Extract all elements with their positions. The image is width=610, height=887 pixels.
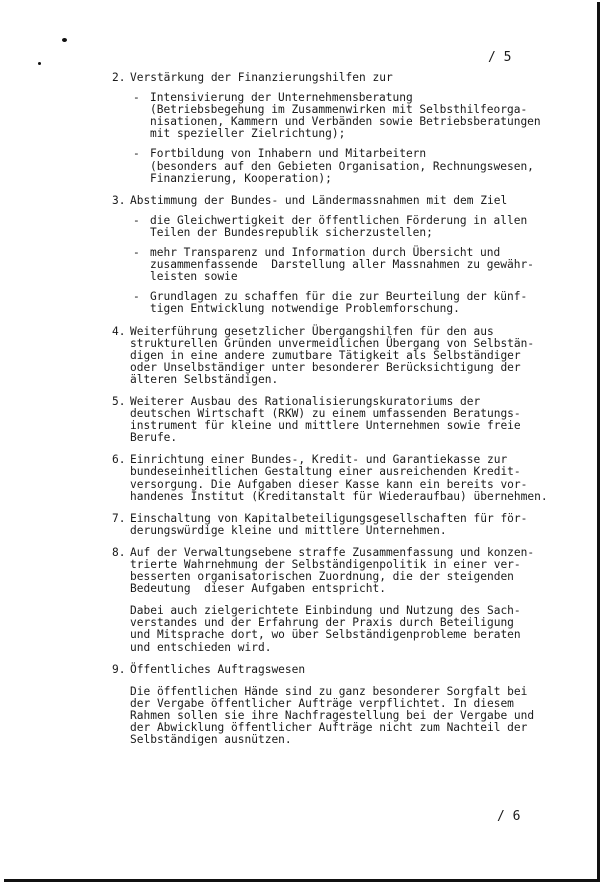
text-line: instrument für kleine und mittlere Unternehmen sowie freie [130,419,521,433]
bullet-item [130,247,572,283]
list-item [112,454,572,502]
text-line: und Mitsprache dort, wo über Selbständigenprobleme beraten [130,628,521,642]
item-text [130,72,572,84]
item-number: 5. [112,394,126,408]
dash-marker: - [133,213,140,227]
dash-marker: - [133,147,140,161]
item-number: 4. [112,324,126,338]
item-number: 8. [112,545,126,559]
item-text [130,547,572,595]
bullet-item [130,291,572,315]
text-line: Weiterer Ausbau des Rationalisierungskuratoriums der [130,394,481,408]
page-number-top: / 5 [488,50,512,65]
text-line: Öffentliches Auftragswesen [130,662,306,676]
text-line: versorgung. Die Aufgaben dieser Kasse kann ein bereits vor- [130,477,528,491]
text-line: Berufe. [130,431,178,445]
text-line: Bedeutung dieser Aufgaben entspricht. [130,582,386,596]
item-number: 6. [112,453,126,467]
item-number: 7. [112,511,126,525]
list-item [112,396,572,444]
text-line: älteren Selbständigen. [130,372,279,386]
text-line: Finanzierung, Kooperation); [150,171,332,185]
bullet-item [130,92,572,140]
item-number: 2. [112,71,126,84]
text-line: leisten sowie [150,270,238,284]
text-line: tigen Entwicklung notwendige Problemforschung. [150,302,460,316]
item-text [130,326,572,386]
text-line: mit spezieller Zielrichtung); [150,127,346,141]
item-number: 9. [112,662,126,676]
list-item [112,195,572,316]
text-line: der Vergabe öffentlicher Aufträge verpflichtet. In diesem [130,696,514,710]
scan-speck [62,38,67,42]
dash-marker: - [133,290,140,304]
bullet-item [130,215,572,239]
bullet-list [130,215,572,316]
dash-marker: - [133,246,140,260]
bullet-list [130,92,572,185]
list-item [112,547,572,654]
paragraph [130,605,572,653]
item-text [130,195,572,207]
text-line: Einschaltung von Kapitalbeteiligungsgesellschaften für för- [130,511,528,525]
document-body [112,72,572,756]
text-line: der Abwicklung öffentlicher Aufträge nicht zum Nachteil der [130,721,528,735]
list-item [112,513,572,537]
text-line: deutschen Wirtschaft (RKW) zu einem umfassenden Beratungs- [130,407,521,421]
item-number: 3. [112,193,126,207]
text-line: (besonders auf den Gebieten Organisation, Rechnungswesen, [150,159,534,173]
text-line: verstandes und der Erfahrung der Praxis durch Beteiligung [130,616,514,630]
list-item [112,72,572,185]
scan-speck [38,62,41,65]
text-line: besserten organisatorischen Zuordnung, die der steigenden [130,570,514,584]
paragraph [130,686,572,746]
dash-marker: - [133,91,140,105]
text-line: strukturellen Gründen unvermeidlichen Übergang von Selbstän- [130,336,535,350]
text-line: Grundlagen zu schaffen für die zur Beurteilung der künf- [150,290,528,304]
text-line: Abstimmung der Bundes- und Ländermassnahmen mit dem Ziel [130,193,508,207]
text-line: Weiterführung gesetzlicher Übergangshilfen für den aus [130,324,494,338]
text-line: Selbständigen ausnützen. [130,733,292,747]
text-line: trierte Wahrnehmung der Selbständigenpolitik in einer ver- [130,558,521,571]
text-line: Fortbildung von Inhabern und Mitarbeitern [150,147,427,161]
item-text [130,396,572,444]
text-line: Teilen der Bundesrepublik sicherzustellen; [150,225,433,239]
text-line: digen in eine andere zumutbare Tätigkeit als Selbständiger [130,348,521,362]
page-number-bottom: / 6 [497,809,521,824]
text-line: Einrichtung einer Bundes-, Kredit- und Garantiekasse zur [130,453,508,467]
text-line: oder Unselbständiger unter besonderer Berücksichtigung der [130,360,521,374]
text-line: Die öffentlichen Hände sind zu ganz besonderer Sorgfalt bei [130,684,528,698]
text-line: handenes Institut (Kreditanstalt für Wiederaufbau) übernehmen. [130,489,548,503]
item-text [130,454,572,502]
list-item [112,664,572,747]
item-text [130,513,572,537]
text-line: derungswürdige kleine und mittlere Unternehmen. [130,523,447,537]
text-line: bundeseinheitlichen Gestaltung einer ausreichenden Kredit- [130,465,521,479]
text-line: Rahmen sollen sie ihre Nachfragestellung bei der Vergabe und [130,708,535,722]
text-line: die Gleichwertigkeit der öffentlichen Förderung in allen [150,213,528,227]
text-line: Intensivierung der Unternehmensberatung [150,91,413,105]
text-line: mehr Transparenz und Information durch Übersicht und [150,246,501,260]
bullet-item [130,148,572,184]
list-item [112,326,572,386]
text-line: (Betriebsbegehung im Zusammenwirken mit Selbsthilfeorga- [150,103,528,117]
text-line: zusammenfassende Darstellung aller Massnahmen zu gewähr- [150,258,534,272]
text-line: Verstärkung der Finanzierungshilfen zur [130,71,393,84]
text-line: und entschieden wird. [130,640,272,654]
text-line: nisationen, Kammern und Verbänden sowie Betriebsberatungen [150,115,541,129]
text-line: Dabei auch zielgerichtete Einbindung und Nutzung des Sach- [130,604,521,618]
text-line: Auf der Verwaltungsebene straffe Zusammenfassung und konzen- [130,545,535,559]
item-text [130,664,572,676]
